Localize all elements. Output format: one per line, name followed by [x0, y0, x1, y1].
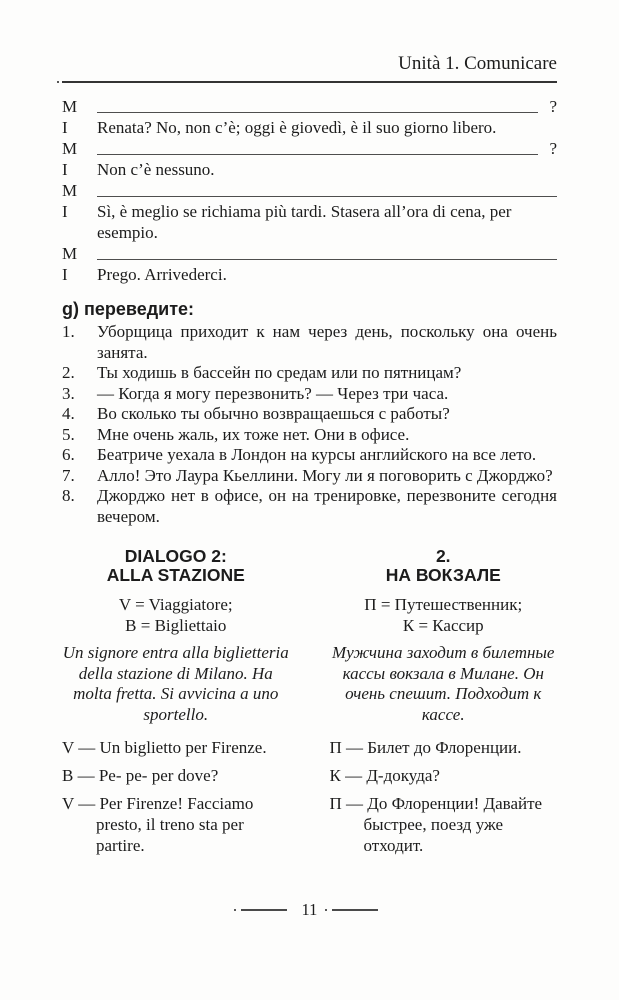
dialog-line: К — Д-докуда? — [329, 766, 440, 785]
footer-rule-left — [241, 909, 287, 911]
speaker-label: M — [62, 244, 78, 263]
item-number: 4. — [62, 404, 75, 423]
scene-description: Un signore entra alla biglietteria della stazione di Milano. Ha molta fretta. Si avvicina a uno sportello. — [62, 643, 289, 724]
speaker-legend — [62, 594, 290, 636]
legend-line-2: К = Кассир — [402, 616, 484, 635]
item-text: Ты ходишь в бассейн по средам или по пятницам? — [97, 363, 462, 382]
title-line-2: ALLA STAZIONE — [106, 565, 245, 585]
fill-in-blank-line — [97, 111, 538, 113]
title-line-1: 2. — [435, 546, 451, 566]
item-number: 5. — [62, 424, 75, 444]
dialog-line: П — Билет до Флоренции. — [329, 738, 522, 757]
speaker-label: I — [62, 202, 68, 221]
exercise-item — [62, 486, 557, 527]
exercise-item — [62, 363, 557, 384]
title-line-1: DIALOGO 2: — [124, 546, 227, 566]
dialog-line-blank — [62, 243, 557, 264]
dialog-line: V — Un biglietto per Firenze. — [62, 738, 267, 757]
exercise-list — [62, 322, 557, 527]
speaker-label: M — [62, 181, 78, 200]
dialogue-lines — [330, 737, 558, 856]
item-number: 6. — [62, 445, 75, 464]
column-title-russian — [330, 547, 558, 585]
item-text: Уборщица приходит к нам через день, поскольку она очень занята. — [97, 322, 557, 362]
dialog-line-blank — [62, 180, 557, 201]
speaker-label: I — [62, 160, 68, 179]
dialog-line-text — [62, 201, 557, 243]
dialog-text: Non c’è nessuno. — [97, 160, 215, 179]
item-number: 3. — [62, 383, 75, 403]
item-text: Во сколько ты обычно возвращаешься с работы? — [97, 404, 450, 423]
legend-line-1: П = Путешественник; — [364, 595, 523, 614]
item-number: 1. — [62, 322, 75, 341]
chapter-title: Unità 1. Comunicare — [398, 53, 557, 74]
dialog-line-text — [62, 117, 557, 138]
footer-rule-right — [332, 909, 378, 911]
speaker-label: I — [62, 118, 68, 137]
fill-in-blank-line — [97, 195, 557, 197]
exercise-item — [62, 384, 557, 405]
item-number: 8. — [62, 486, 75, 505]
question-mark: ? — [549, 139, 557, 158]
dialog-line-text — [62, 264, 557, 285]
dialog-text: Prego. Arrivederci. — [97, 265, 227, 284]
column-title-italian — [62, 547, 290, 585]
dialog-line: B — Pe- pe- per dove? — [62, 766, 219, 785]
item-text: Мне очень жаль, их тоже нет. Они в офисе. — [97, 424, 410, 444]
scene-description: Мужчина заходит в билетные кассы вокзала в Милане. Он очень спешит. Подходит к кассе. — [332, 643, 555, 724]
dialog-line-blank — [62, 96, 557, 117]
speaker-label: I — [62, 265, 68, 284]
dialogue-1 — [62, 96, 557, 285]
item-text: Джорджо нет в офисе, он на тренировке, перезвоните сегодня вечером. — [97, 486, 557, 526]
dialogue-lines — [62, 737, 290, 856]
column-italian — [62, 547, 290, 863]
exercise-item — [62, 445, 557, 466]
speaker-legend — [330, 594, 558, 636]
page-footer — [0, 900, 619, 920]
legend-line-2: B = Bigliettaio — [125, 616, 227, 635]
item-number: 2. — [62, 363, 75, 382]
exercise-item — [62, 322, 557, 363]
dialog-line: П — До Флоренции! Давайте быстрее, поезд уже отходит. — [329, 794, 543, 855]
dialog-line: V — Per Firenze! Facciamo presto, il treno sta per partire. — [62, 794, 254, 855]
header-rule — [62, 81, 557, 83]
legend-line-1: V = Viaggiatore; — [118, 595, 233, 614]
speaker-label: M — [62, 97, 78, 116]
item-number: 7. — [62, 465, 75, 485]
dialog-line-text — [62, 159, 557, 180]
dialog-text: Sì, è meglio se richiama più tardi. Stasera all’ora di cena, per esempio. — [97, 202, 512, 242]
exercise-item — [62, 404, 557, 425]
dialog-text: Renata? No, non c’è; oggi è giovedì, è il suo giorno libero. — [97, 118, 497, 137]
speaker-label: M — [62, 139, 78, 158]
item-text: Алло! Это Лаура Кьеллини. Могу ли я поговорить с Джорджо? — [97, 465, 553, 485]
item-text: Беатриче уехала в Лондон на курсы английского на все лето. — [97, 445, 537, 464]
question-mark: ? — [549, 97, 557, 116]
exercise-item — [62, 466, 557, 487]
running-header — [62, 0, 557, 76]
dialog-line-blank — [62, 138, 557, 159]
title-line-2: НА ВОКЗАЛЕ — [385, 565, 501, 585]
item-text: — Когда я могу перезвонить? — Через три часа. — [97, 383, 449, 403]
column-russian — [330, 547, 558, 863]
exercise-item — [62, 425, 557, 446]
fill-in-blank-line — [97, 258, 557, 260]
dialogue-2-columns — [62, 547, 557, 863]
exercise-heading: g) переведите: — [62, 299, 195, 319]
page-number: 11 — [301, 900, 318, 919]
fill-in-blank-line — [97, 153, 538, 155]
